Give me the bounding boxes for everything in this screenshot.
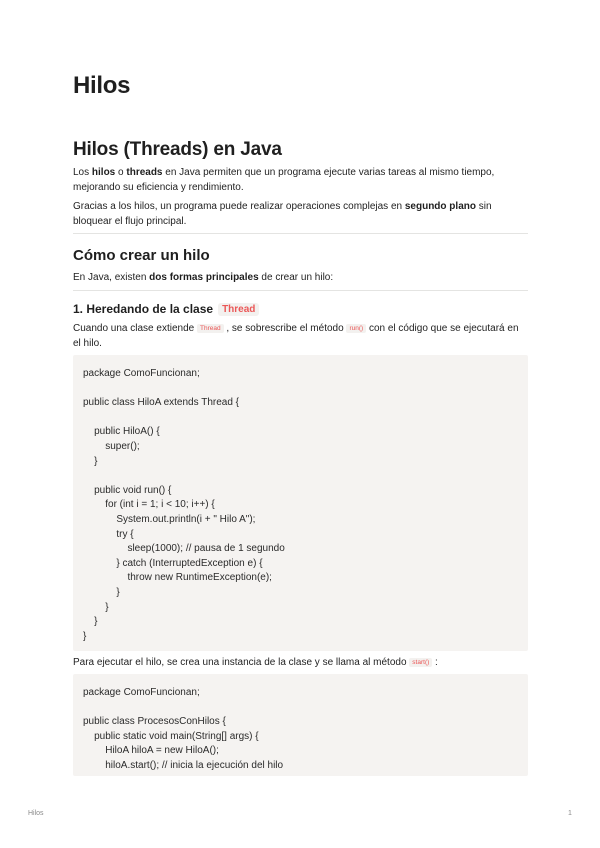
method1-text: con el código que se ejecutará en el hilo. bbox=[73, 323, 519, 349]
code-line: package ComoFuncionan; bbox=[83, 687, 200, 698]
code-line: for (int i = 1; i < 10; i++) { bbox=[83, 499, 215, 511]
code-block-hiloa[interactable] bbox=[73, 355, 528, 651]
intro-text: en Java permiten que un programa ejecute varias tareas al mismo tiempo, mejorando su eficiencia y rendimiento. bbox=[73, 167, 495, 193]
intro-paragraph-2 bbox=[73, 199, 528, 229]
code-line: hiloA.start(); // inicia la ejecución del hilo bbox=[83, 759, 284, 771]
method1-text: , se sobrescribe el método bbox=[223, 323, 347, 334]
exec-paragraph bbox=[73, 655, 438, 670]
inline-code: Thread bbox=[197, 324, 224, 333]
section-heading-threads: Hilos (Threads) en Java bbox=[73, 139, 282, 160]
code-line bbox=[83, 469, 518, 484]
create-bold: dos formas principales bbox=[149, 272, 259, 283]
intro2-bold: segundo plano bbox=[404, 201, 476, 212]
method1-text: Cuando una clase extiende bbox=[73, 323, 197, 334]
intro-paragraph bbox=[73, 165, 528, 195]
inline-code: start() bbox=[409, 658, 432, 667]
code-line: } bbox=[83, 601, 109, 613]
document-title: Hilos bbox=[73, 72, 131, 99]
intro-text: Los bbox=[73, 167, 92, 178]
code-line bbox=[83, 701, 518, 716]
code-line: } bbox=[83, 630, 87, 642]
heading-method-1 bbox=[73, 302, 259, 316]
code-line: try { bbox=[83, 528, 134, 540]
intro2-text: sin bloquear el flujo principal. bbox=[73, 201, 492, 227]
heading-create-thread: Cómo crear un hilo bbox=[73, 247, 210, 264]
create-text: En Java, existen bbox=[73, 272, 150, 283]
create-paragraph bbox=[73, 270, 333, 285]
code-line: public class ProcesosConHilos { bbox=[83, 716, 226, 728]
create-text: de crear un hilo: bbox=[258, 272, 334, 283]
code-line: throw new RuntimeException(e); bbox=[83, 572, 272, 584]
page-number: 1 bbox=[568, 810, 572, 817]
inline-code: run() bbox=[346, 324, 366, 333]
heading-inline-code: Thread bbox=[218, 303, 259, 316]
code-line: HiloA hiloA = new HiloA(); bbox=[83, 745, 219, 757]
exec-text: Para ejecutar el hilo, se crea una instancia de la clase y se llama al método bbox=[73, 657, 410, 668]
intro-bold-hilos: hilos bbox=[91, 167, 116, 178]
code-line: package ComoFuncionan; bbox=[83, 368, 200, 379]
exec-text: : bbox=[432, 657, 438, 668]
code-line: public static void main(String[] args) { bbox=[83, 730, 259, 742]
code-line: super(); bbox=[83, 440, 140, 452]
code-line: public void run() { bbox=[83, 484, 172, 496]
code-line: System.out.println(i + " Hilo A"); bbox=[83, 513, 256, 525]
code-line: } bbox=[83, 455, 98, 467]
code-line bbox=[83, 382, 518, 397]
intro-bold-threads: threads bbox=[126, 167, 163, 178]
code-block-procesos[interactable] bbox=[73, 674, 528, 776]
method1-paragraph bbox=[73, 321, 528, 351]
footer-title: Hilos bbox=[28, 810, 44, 817]
code-line bbox=[83, 411, 518, 426]
code-line: sleep(1000); // pausa de 1 segundo bbox=[83, 543, 285, 555]
intro-text: o bbox=[115, 167, 127, 178]
code-line: public HiloA() { bbox=[83, 426, 160, 438]
code-line: public class HiloA extends Thread { bbox=[83, 397, 240, 409]
heading-method-1-text: 1. Heredando de la clase bbox=[73, 302, 214, 316]
intro2-text: Gracias a los hilos, un programa puede realizar operaciones complejas en bbox=[73, 201, 405, 212]
code-line: } bbox=[83, 616, 98, 628]
divider bbox=[73, 233, 528, 234]
divider bbox=[73, 290, 528, 291]
code-line: } bbox=[83, 586, 120, 598]
code-line: } catch (InterruptedException e) { bbox=[83, 557, 263, 569]
